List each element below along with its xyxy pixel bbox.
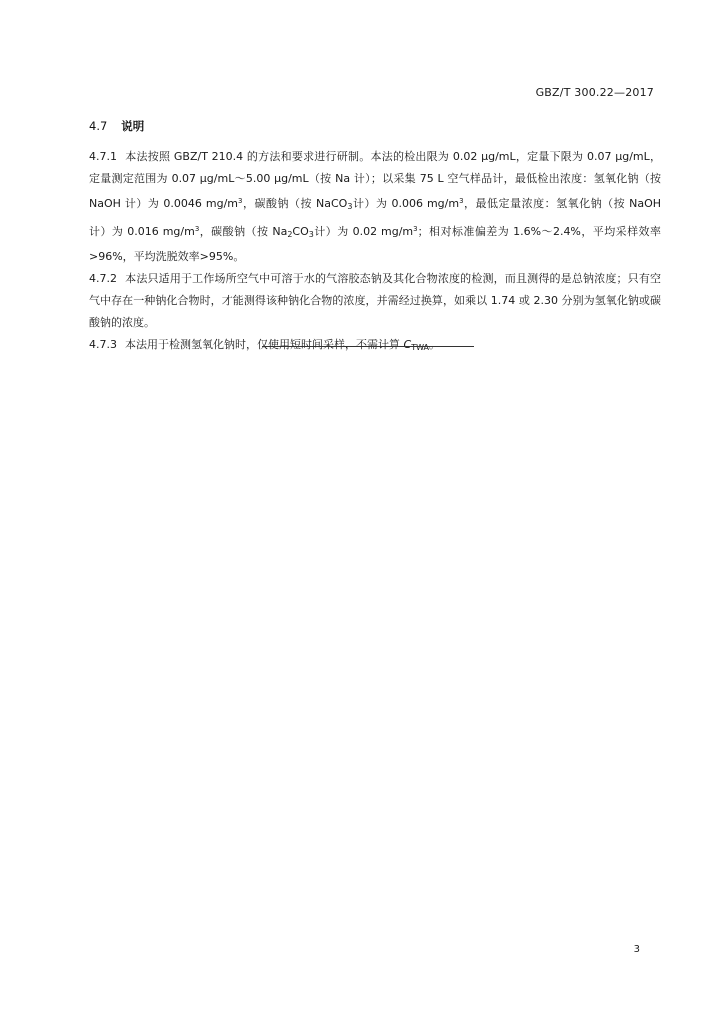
subscript: 3 bbox=[347, 202, 353, 211]
section-number: 4.7 bbox=[89, 119, 108, 133]
superscript: 3 bbox=[194, 225, 200, 233]
paragraph-text: ，碳酸钠（按 NaCO bbox=[242, 197, 348, 210]
paragraph-4-7-2 bbox=[89, 268, 661, 334]
end-of-standard-rule bbox=[262, 346, 474, 347]
subscript: TWA bbox=[411, 343, 430, 352]
paragraph-number: 4.7.2 bbox=[89, 272, 117, 285]
paragraph-text: ，碳酸钠（按 Na bbox=[199, 225, 288, 238]
subscript: 2 bbox=[287, 230, 293, 239]
paragraph-text: CO bbox=[292, 225, 309, 238]
superscript: 3 bbox=[459, 197, 464, 205]
paragraph-text: ；相对标准偏差为 1.6%～2.4%，平均采样效率>96%，平均洗脱效率>95%。 bbox=[89, 225, 662, 263]
paragraph-text: 本法只适用于工作场所空气中可溶于水的气溶胶态钠及其化合物浓度的检测，而且测得的是总钠浓度；只有空气中存在一种钠化合物时，才能测得该种钠化合物的浓度，并需经过换算，如乘以 1.74 或 2.30 分别为氢氧化钠或碳酸钠的浓度。 bbox=[89, 272, 661, 329]
paragraph-number: 4.7.3 bbox=[89, 338, 117, 351]
page-number: 3 bbox=[633, 944, 640, 955]
paragraph-4-7-1 bbox=[89, 146, 661, 268]
paragraph-text: 。 bbox=[429, 338, 441, 351]
section-heading bbox=[89, 118, 144, 134]
paragraph-text: 计）为 0.02 mg/m bbox=[313, 225, 414, 238]
paragraph-text: 本法用于检测氢氧化钠时，仅使用短时间采样，不需计算 bbox=[125, 338, 400, 351]
variable-c: C bbox=[403, 338, 412, 351]
paragraph-text: ，最低定量浓度：氢氧化钠（按 NaOH 计）为 0.016 mg/m bbox=[89, 197, 662, 238]
paragraph-text: 本法按照 GBZ/T 210.4 的方法和要求进行研制。本法的检出限为 0.02 μg/mL，定量下限为 0.07 μg/mL，定量测定范围为 0.07 μg/mL～5.00 μg/mL（按 Na 计）；以采集 75 L 空气样品计，最低检出浓度：氢氧化钠（按 NaOH 计）为 0.0046 mg/m bbox=[89, 150, 661, 210]
subscript: 3 bbox=[308, 230, 314, 239]
superscript: 3 bbox=[238, 197, 243, 205]
section-body bbox=[89, 146, 661, 359]
section-title-text: 说明 bbox=[121, 119, 145, 133]
paragraph-text: 计）为 0.006 mg/m bbox=[352, 197, 460, 210]
paragraph-number: 4.7.1 bbox=[89, 150, 117, 163]
standard-code-header: GBZ/T 300.22—2017 bbox=[535, 86, 654, 99]
superscript: 3 bbox=[413, 225, 418, 233]
